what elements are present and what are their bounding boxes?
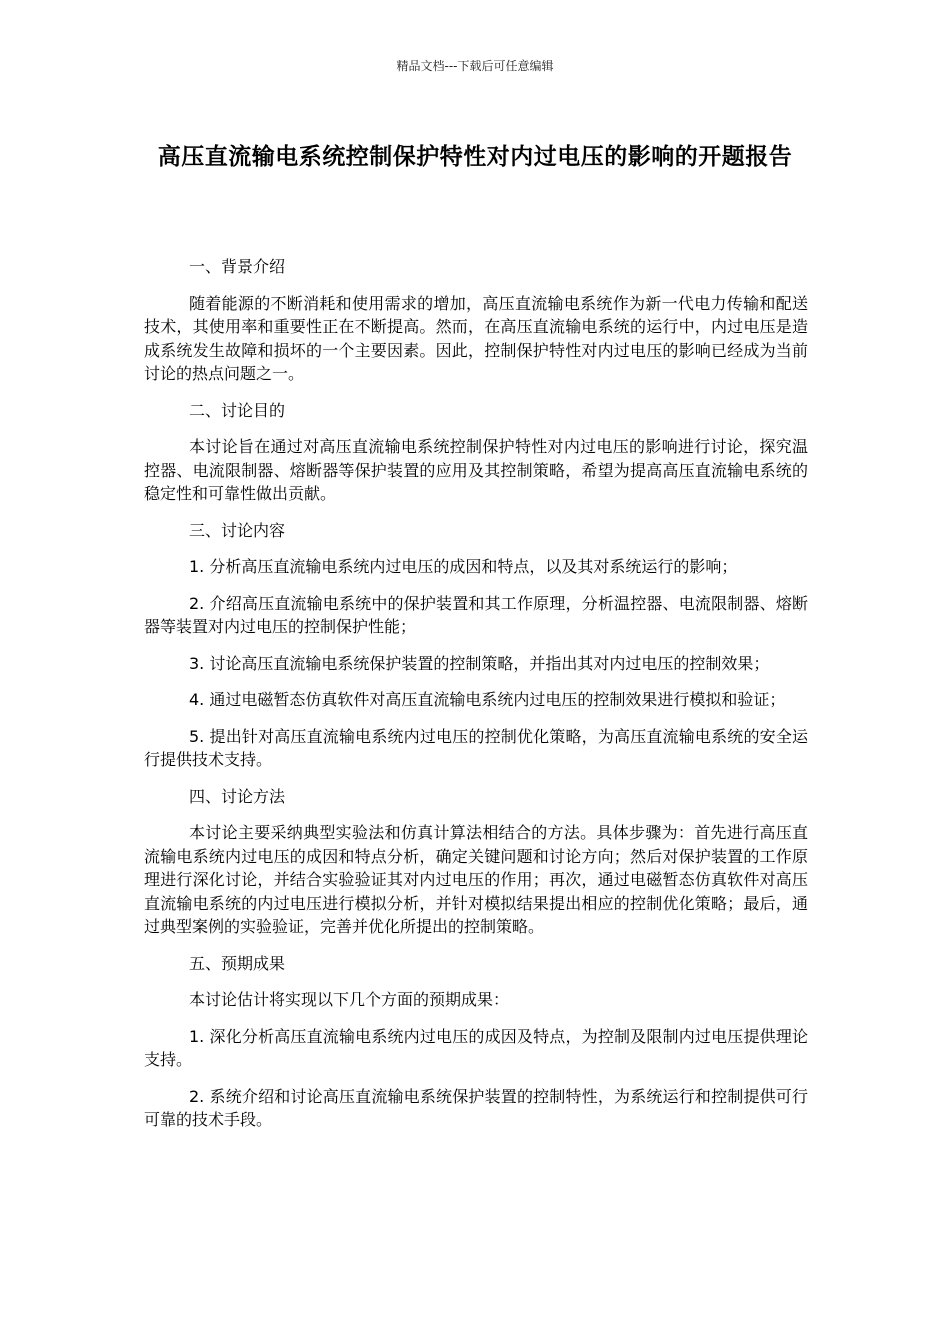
list-item-results-2: 2. 系统介绍和讨论高压直流输电系统保护装置的控制特性，为系统运行和控制提供可行可靠的技术手段。 [144, 1086, 808, 1129]
list-item-content-1: 1. 分析高压直流输电系统内过电压的成因和特点，以及其对系统运行的影响； [189, 557, 738, 576]
list-item-content-5: 5. 提出针对高压直流输电系统内过电压的控制优化策略，为高压直流输电系统的安全运行提供技术支持。 [144, 726, 808, 769]
section-heading-content: 三、讨论内容 [189, 520, 286, 540]
paragraph-background: 随着能源的不断消耗和使用需求的增加，高压直流输电系统作为新一代电力传输和配送技术，其使用率和重要性正在不断提高。然而，在高压直流输电系统的运行中，内过电压是造成系统发生故障和损坏的一个主要因素。因此，控制保护特性对内过电压的影响已经成为当前讨论的热点问题之一。 [144, 293, 808, 383]
paragraph-purpose: 本讨论旨在通过对高压直流输电系统控制保护特性对内过电压的影响进行讨论，探究温控器、电流限制器、熔断器等保护装置的应用及其控制策略，希望为提高高压直流输电系统的稳定性和可靠性做出贡献。 [144, 437, 808, 503]
section-heading-method: 四、讨论方法 [189, 786, 286, 806]
list-item-content-2: 2. 介绍高压直流输电系统中的保护装置和其工作原理，分析温控器、电流限制器、熔断器等装置对内过电压的控制保护性能； [144, 593, 808, 636]
list-item-content-3: 3. 讨论高压直流输电系统保护装置的控制策略，并指出其对内过电压的控制效果； [189, 653, 770, 673]
paragraph-method: 本讨论主要采纳典型实验法和仿真计算法相结合的方法。具体步骤为：首先进行高压直流输电系统内过电压的成因和特点分析，确定关键问题和讨论方向；然后对保护装置的工作原理进行深化讨论，并结合实验验证其对内过电压的作用；再次，通过电磁暂态仿真软件对高压直流输电系统的内过电压进行模拟分析，并针对模拟结果提出相应的控制优化策略；最后，通过典型案例的实验验证，完善并优化所提出的控制策略。 [144, 823, 808, 936]
list-item-results-1: 1. 深化分析高压直流输电系统内过电压的成因及特点，为控制及限制内过电压提供理论支持。 [144, 1026, 808, 1069]
header-note: 精品文档---下载后可任意编辑 [396, 59, 554, 73]
list-item-content-4: 4. 通过电磁暂态仿真软件对高压直流输电系统内过电压的控制效果进行模拟和验证； [189, 690, 786, 709]
document-title: 高压直流输电系统控制保护特性对内过电压的影响的开题报告 [157, 144, 793, 170]
section-heading-purpose: 二、讨论目的 [189, 400, 286, 420]
paragraph-results-intro: 本讨论估计将实现以下几个方面的预期成果： [189, 990, 510, 1009]
section-heading-results: 五、预期成果 [189, 953, 286, 973]
document-body [144, 255, 808, 1145]
section-heading-background: 一、背景介绍 [189, 257, 286, 276]
